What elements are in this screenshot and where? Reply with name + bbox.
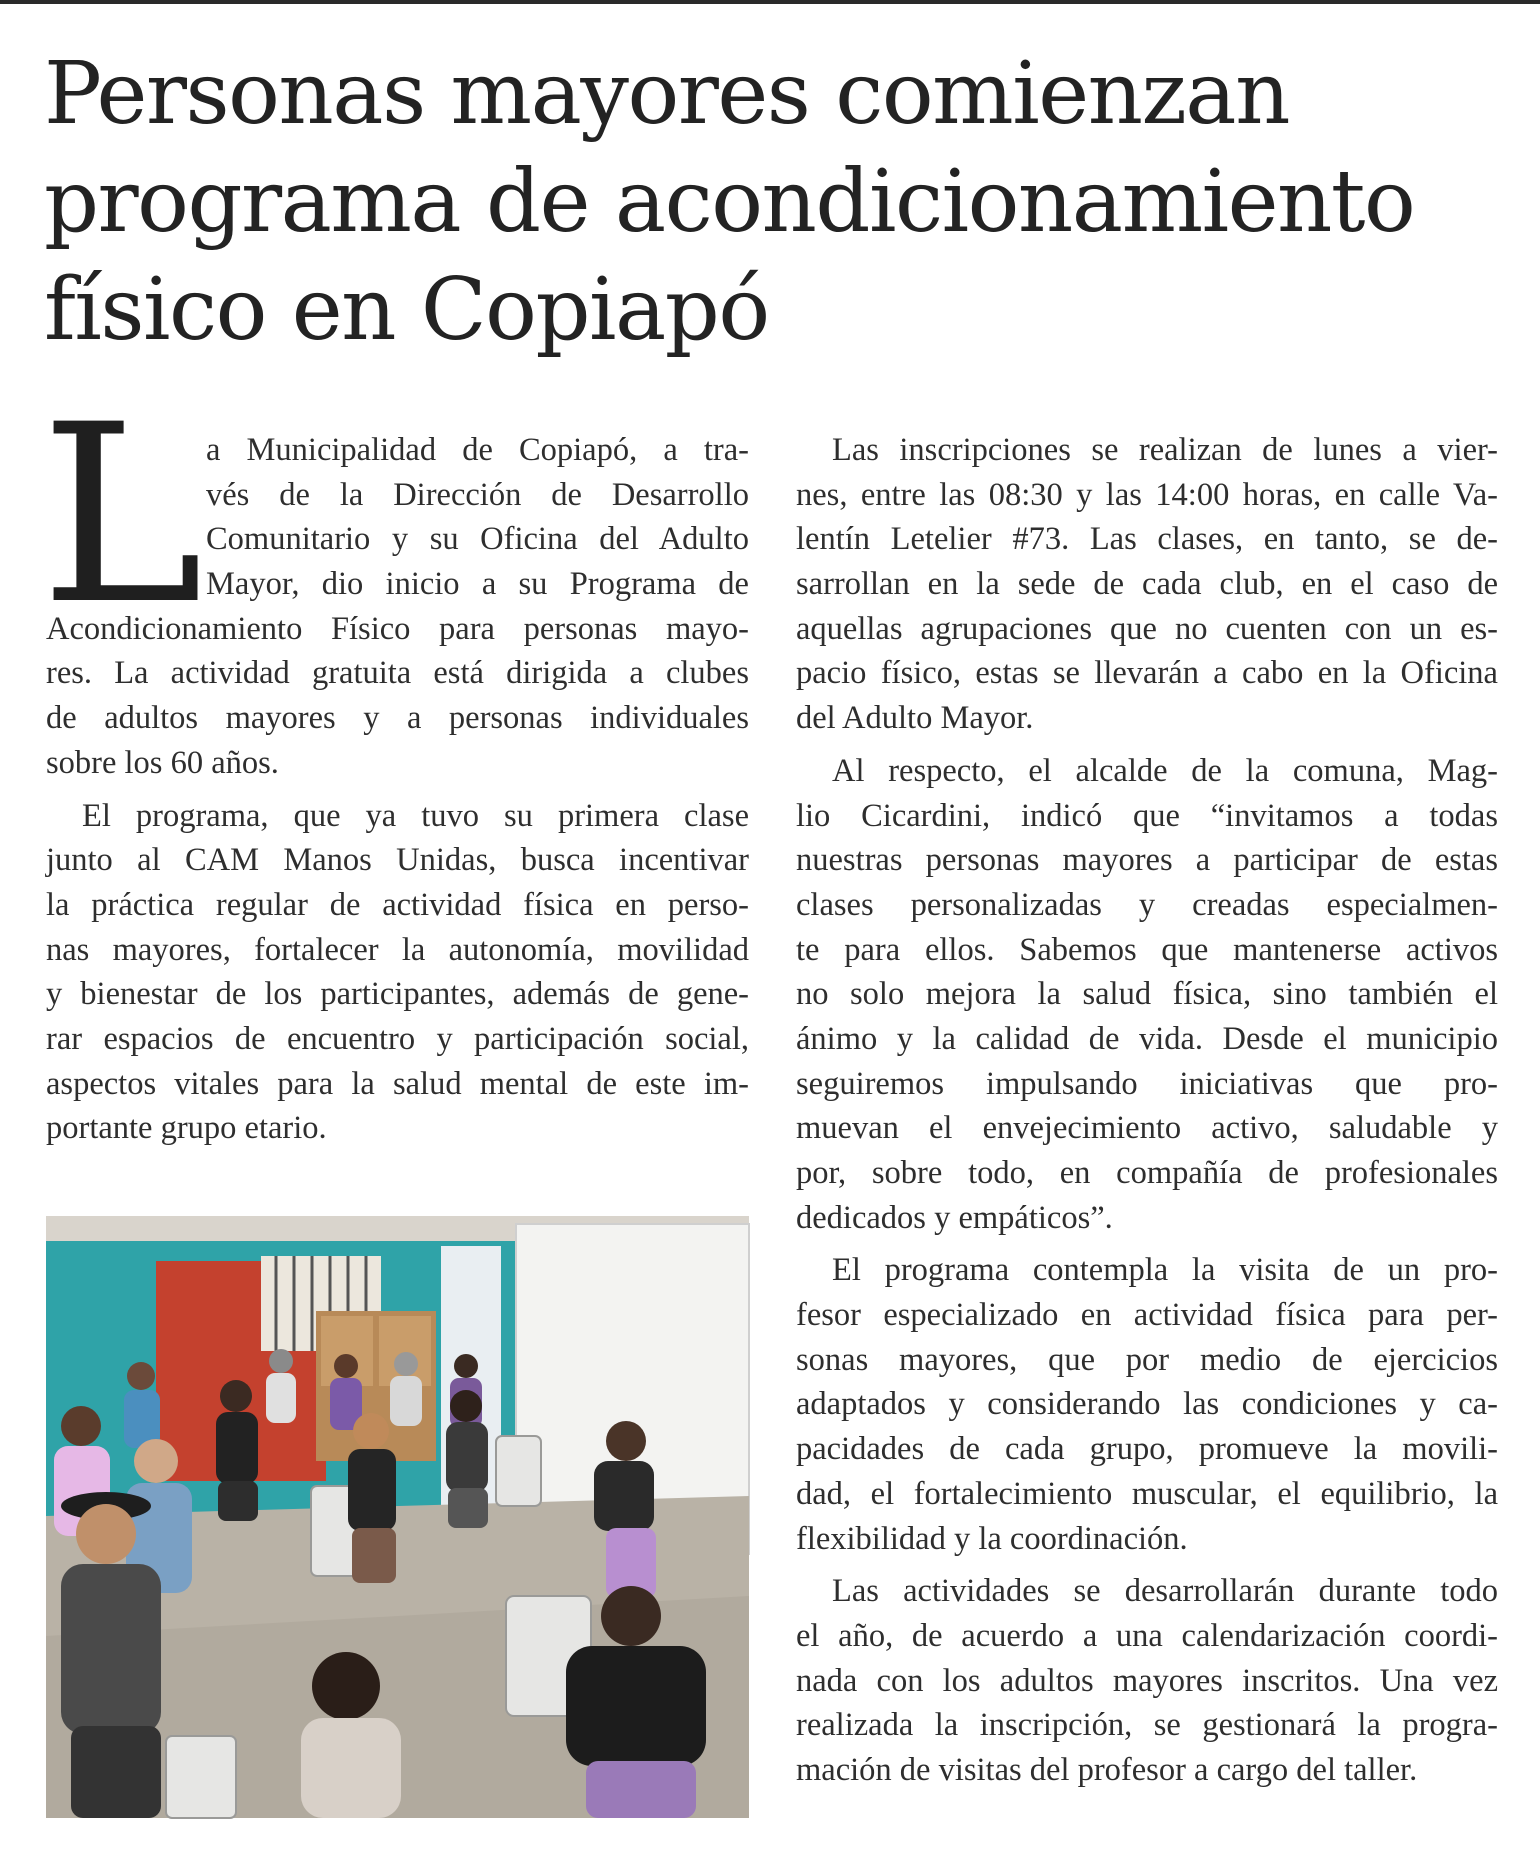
body-line: vés de la Dirección de Desarrollo [206, 476, 749, 513]
article-photo [46, 1216, 749, 1818]
body-line: sonas mayores, que por medio de ejercicios [796, 1341, 1498, 1378]
body-line: Las actividades se desarrollarán durante todo [832, 1573, 1498, 1610]
body-line: muevan el envejecimiento activo, saludable y [796, 1110, 1498, 1147]
body-column-left [46, 428, 749, 1151]
photo-illustration [46, 1216, 749, 1818]
body-line: El programa, que ya tuvo su primera clase [82, 797, 749, 834]
body-line: res. La actividad gratuita está dirigida a clubes [46, 655, 749, 692]
body-line: por, sobre todo, en compañía de profesionales [796, 1155, 1498, 1191]
body-line: Al respecto, el alcalde de la comuna, Mag- [832, 752, 1498, 789]
body-line: portante grupo etario. [46, 1110, 327, 1147]
body-line: el año, de acuerdo a una calendarización coordi- [796, 1617, 1498, 1654]
body-line: dedicados y empáticos”. [796, 1199, 1113, 1236]
body-line: te para ellos. Sabemos que mantenerse activos [796, 931, 1498, 968]
body-line: del Adulto Mayor. [796, 700, 1034, 737]
body-line: adaptados y considerando las condiciones y ca- [796, 1386, 1498, 1423]
body-line: Acondicionamiento Físico para personas mayo- [46, 610, 749, 647]
body-line: sarrollan en la sede de cada club, en el caso de [796, 566, 1498, 603]
body-column-right [796, 428, 1498, 1793]
body-line: de adultos mayores y a personas individuales [46, 700, 749, 737]
body-line: sobre los 60 años. [46, 744, 279, 781]
top-rule [0, 0, 1540, 4]
drop-cap: L [40, 373, 204, 659]
body-line: nas mayores, fortalecer la autonomía, movilidad [46, 931, 749, 968]
body-line: Las inscripciones se realizan de lunes a vier- [832, 432, 1498, 468]
body-line: nuestras personas mayores a participar de estas [796, 842, 1498, 879]
body-line: y bienestar de los participantes, además de gene- [46, 976, 749, 1013]
body-line: a Municipalidad de Copiapó, a tra- [206, 432, 749, 468]
body-line: junto al CAM Manos Unidas, busca incentivar [46, 842, 749, 879]
body-line: lio Cicardini, indicó que “invitamos a todas [796, 797, 1498, 834]
body-line: flexibilidad y la coordinación. [796, 1520, 1188, 1557]
body-line: pacidades de cada grupo, promueve la movili- [796, 1431, 1498, 1468]
body-line: El programa contempla la visita de un pro- [832, 1252, 1498, 1289]
body-line: pacio físico, estas se llevarán a cabo en la Oficina [796, 655, 1498, 692]
body-line: ánimo y la calidad de vida. Desde el municipio [796, 1020, 1498, 1057]
body-line: la práctica regular de actividad física en perso- [46, 886, 749, 923]
headline-line: físico en Copiapó [44, 260, 769, 360]
body-line: dad, el fortalecimiento muscular, el equilibrio, la [796, 1475, 1498, 1512]
body-line: fesor especializado en actividad física para per- [796, 1297, 1498, 1334]
body-line: aquellas agrupaciones que no cuenten con un es- [796, 610, 1498, 647]
headline [44, 40, 1504, 364]
body-line: Comunitario y su Oficina del Adulto [206, 521, 749, 558]
body-line: seguiremos impulsando iniciativas que pro- [796, 1065, 1498, 1102]
body-line: clases personalizadas y creadas especialmen- [796, 886, 1498, 923]
headline-line: Personas mayores comienzan [44, 44, 1289, 144]
body-line: realizada la inscripción, se gestionará la progra- [796, 1707, 1498, 1744]
body-line: no solo mejora la salud física, sino también el [796, 976, 1498, 1013]
headline-line: programa de acondicionamiento [44, 152, 1415, 252]
body-line: nes, entre las 08:30 y las 14:00 horas, en calle Va- [796, 476, 1498, 513]
body-line: lentín Letelier #73. Las clases, en tanto, se de- [796, 521, 1498, 558]
body-line: mación de visitas del profesor a cargo del taller. [796, 1751, 1418, 1788]
body-line: nada con los adultos mayores inscritos. Una vez [796, 1662, 1498, 1699]
body-line: rar espacios de encuentro y participación social, [46, 1020, 749, 1057]
body-line: Mayor, dio inicio a su Programa de [206, 566, 749, 603]
body-line: aspectos vitales para la salud mental de este im- [46, 1065, 749, 1102]
